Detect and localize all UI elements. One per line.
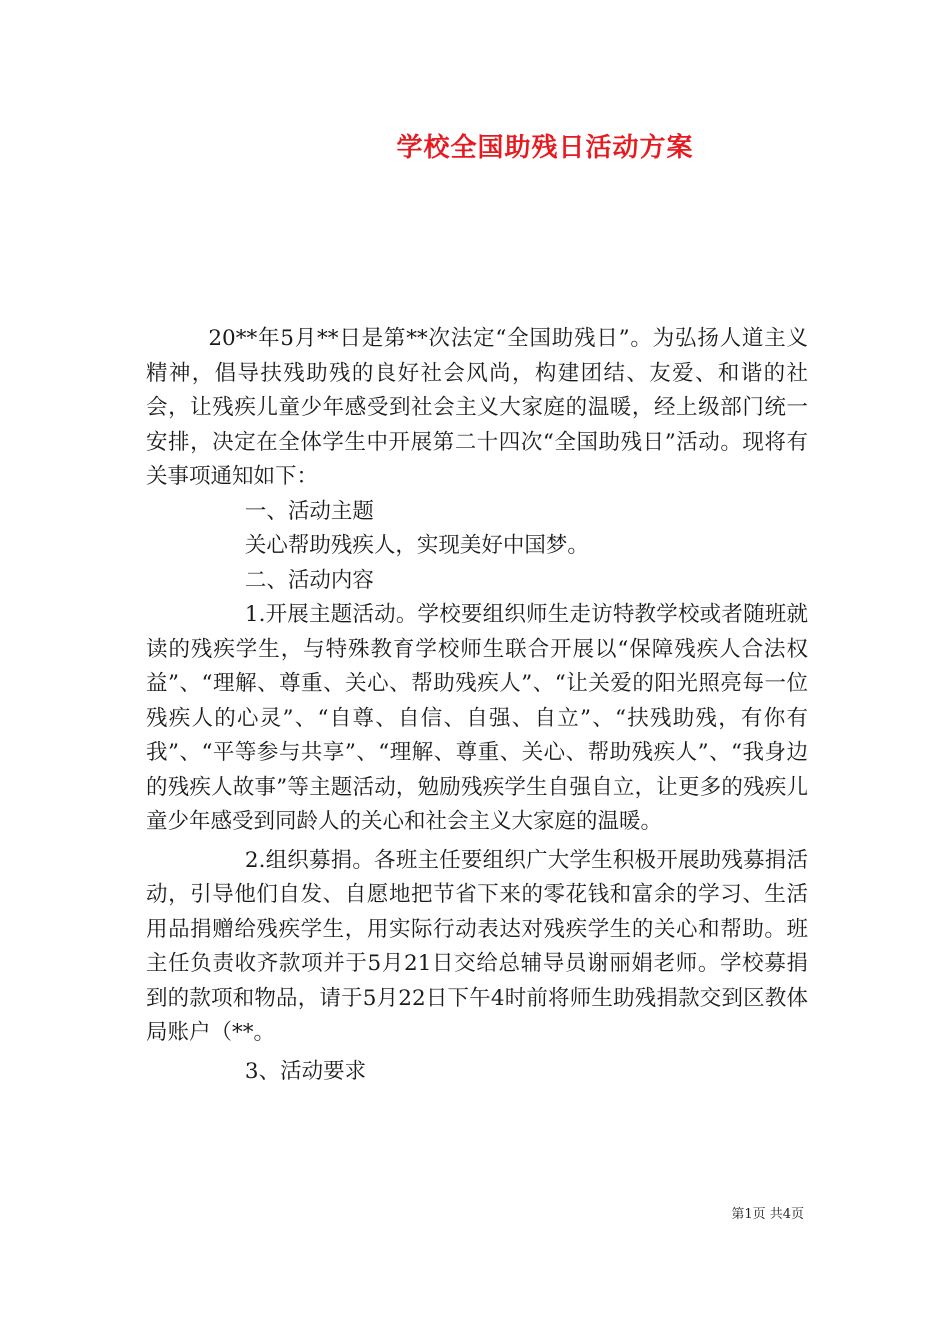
intro-paragraph: 20**年5月**日是第**次法定“全国助残日”。为弘扬人道主义精神，倡导扶残助残的良好社会风尚，构建团结、友爱、和谐的社会，让残疾儿童少年感受到社会主义大家庭的温暖，经上级部门统一安排，决定在全体学生中开展第二十四次“全国助残日”活动。现将有关事项通知如下：	[146, 326, 808, 489]
section-heading-requirements: 3、活动要求	[244, 1058, 367, 1084]
page-indicator: 第1页 共4页	[731, 1207, 804, 1222]
document-title: 学校全国助残日活动方案	[396, 133, 694, 163]
document-body	[146, 322, 808, 1089]
section-heading-content: 二、活动内容	[244, 567, 374, 593]
content-item-1: 1.开展主题活动。学校要组织师生走访特教学校或者随班就读的残疾学生，与特殊教育学校师生联合开展以“保障残疾人合法权益”、“理解、尊重、关心、帮助残疾人”、“让关爱的阳光照亮每一位残疾人的心灵”、“自尊、自信、自强、自立”、“扶残助残，有你有我”、“平等参与共享”、“理解、尊重、关心、帮助残疾人”、“我身边的残疾人故事”等主题活动，勉励残疾学生自强自立，让更多的残疾儿童少年感受到同龄人的关心和社会主义大家庭的温暖。	[146, 602, 808, 834]
theme-paragraph: 关心帮助残疾人，实现美好中国梦。	[244, 533, 589, 558]
content-item-2: 2.组织募捐。各班主任要组织广大学生积极开展助残募捐活动，引导他们自发、自愿地把节省下来的零花钱和富余的学习、生活用品捐赠给残疾学生，用实际行动表达对残疾学生的关心和帮助。班主任负责收齐款项并于5月21日交给总辅导员谢丽娟老师。学校募捐到的款项和物品，请于5月22日下午4时前将师生助残捐款交到区教体局账户（**。	[146, 847, 808, 1045]
section-heading-theme: 一、活动主题	[244, 498, 374, 524]
